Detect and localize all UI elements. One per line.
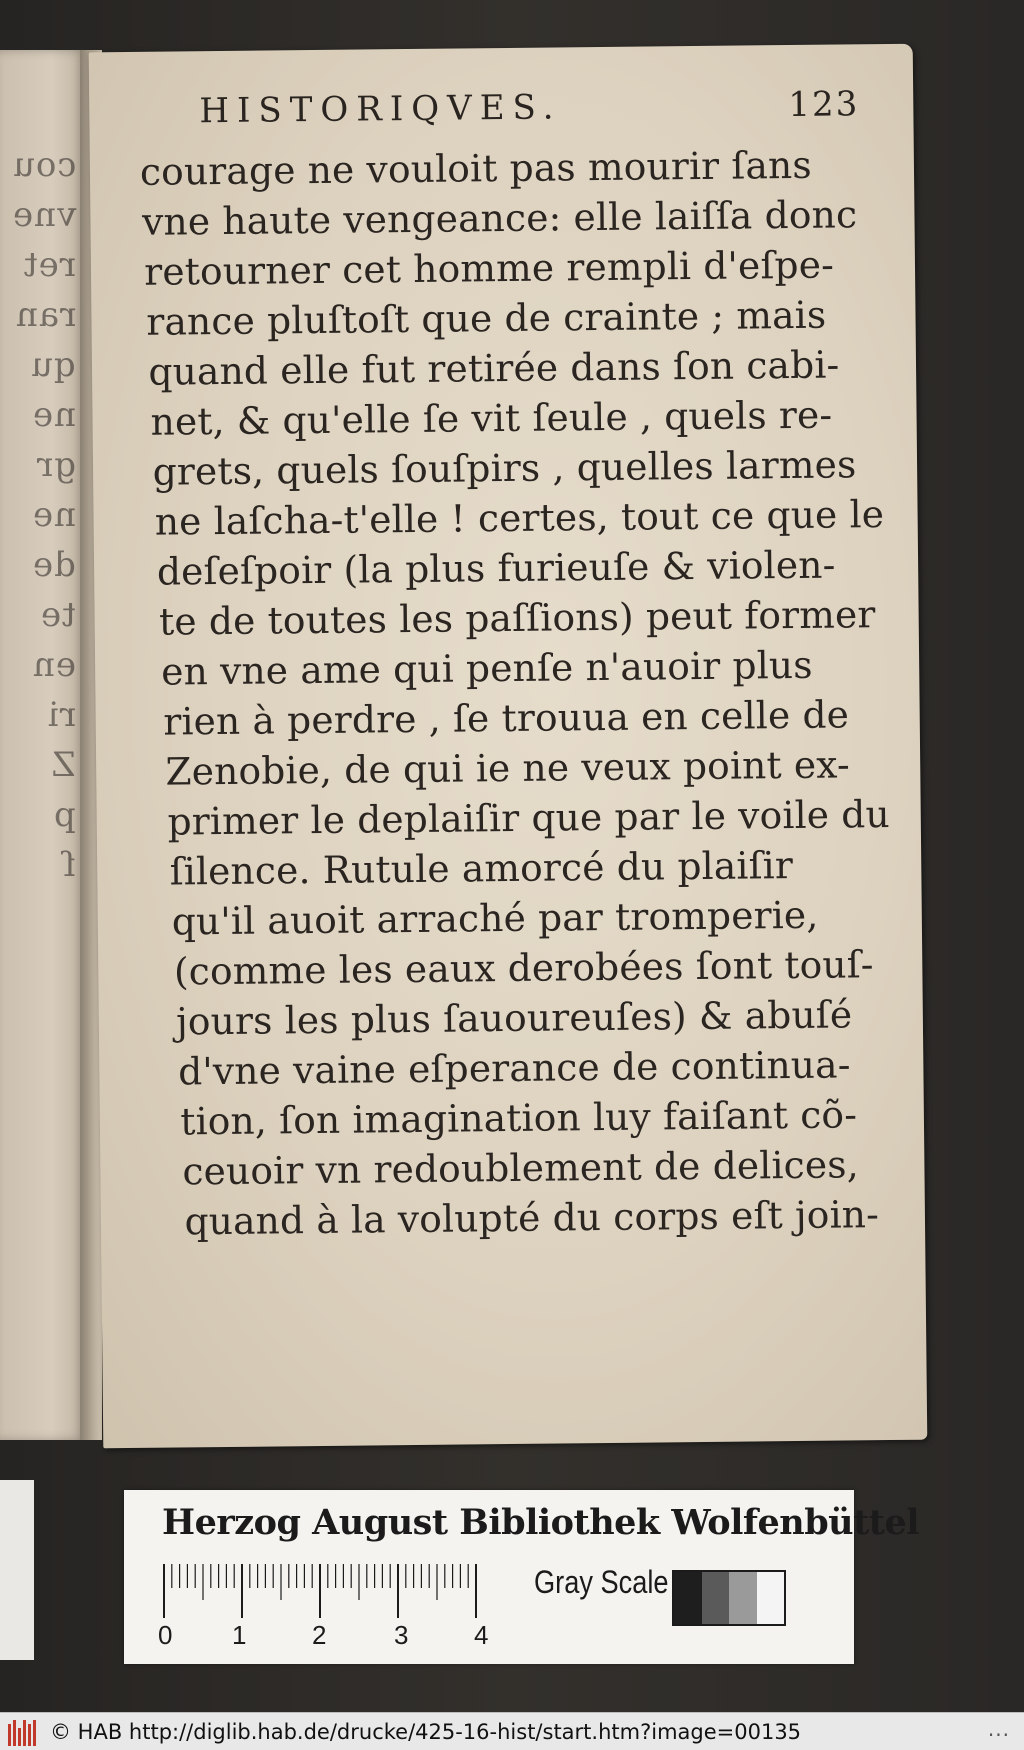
gray-scale-label: Gray Scale bbox=[534, 1564, 669, 1600]
bleed-through-text: ri bbox=[46, 695, 76, 735]
text-line: courage ne vouloit pas mourir ſans bbox=[139, 142, 813, 194]
footer-bar bbox=[0, 1712, 1024, 1750]
previous-page-edge bbox=[0, 50, 86, 1440]
text-line: Zenobie, de qui ie ne veux point ex- bbox=[165, 742, 851, 794]
text-line: rance pluſtoſt que de crainte ; mais bbox=[146, 292, 827, 344]
text-line: te de toutes les paſſions) peut former bbox=[158, 592, 876, 644]
bleed-through-text: p bbox=[53, 795, 76, 835]
scale-label-2: 2 bbox=[312, 1620, 327, 1650]
page-text bbox=[140, 139, 891, 1247]
gray-swatch bbox=[729, 1572, 757, 1624]
bleed-through-text: Z bbox=[51, 745, 76, 785]
bleed-through-text: gr bbox=[35, 445, 76, 485]
text-line: (comme les eaux derobées ſont touſ- bbox=[173, 942, 874, 994]
text-line: qu'il auoit arraché par tromperie, bbox=[171, 892, 819, 944]
text-line: primer le deplaiſir que par le voile du bbox=[167, 792, 891, 844]
text-line: tion, ſon imagination luy faiſant cõ- bbox=[180, 1092, 858, 1144]
bleed-through-text: ſ bbox=[62, 845, 76, 885]
gray-scale-strip bbox=[672, 1570, 786, 1626]
running-head bbox=[199, 84, 859, 141]
bleed-through-text: ret bbox=[22, 245, 76, 285]
side-card-edge bbox=[0, 1480, 34, 1660]
text-line: vne haute vengeance: elle laiſſa donc bbox=[141, 192, 858, 244]
copyright-link[interactable]: © HAB http://diglib.hab.de/drucke/425-16-hist/start.htm?image=00135 bbox=[50, 1719, 802, 1744]
ruler-ticks bbox=[162, 1562, 492, 1622]
gray-swatch bbox=[674, 1572, 702, 1624]
text-line: d'vne vaine eſperance de continua- bbox=[177, 1042, 851, 1094]
more-menu-button[interactable]: ... bbox=[987, 1717, 1010, 1741]
text-line: retourner cet homme rempli d'eſpe- bbox=[143, 242, 835, 294]
text-line: quand à la volupté du corps eſt join- bbox=[184, 1192, 880, 1244]
bleed-through-text: vne bbox=[11, 195, 76, 235]
text-line: grets, quels ſouſpirs , quelles larmes bbox=[152, 442, 857, 494]
bleed-through-text: ne bbox=[31, 395, 76, 435]
gray-swatch bbox=[702, 1572, 730, 1624]
scale-label-1: 1 bbox=[232, 1620, 247, 1650]
text-line: ceuoir vn redoublement de delices, bbox=[182, 1142, 860, 1194]
bleed-through-text: en bbox=[31, 645, 76, 685]
text-line: ſilence. Rutule amorcé du plaiſir bbox=[169, 843, 794, 894]
text-line: ne laſcha-t'elle ! certes, tout ce que le bbox=[154, 492, 885, 544]
text-line: deſeſpoir (la plus furieuſe & violen- bbox=[156, 542, 836, 594]
text-line: en vne ame qui penſe n'auoir plus bbox=[160, 642, 813, 694]
text-line: rien à perdre , ſe trouua en celle de bbox=[163, 692, 850, 744]
bleed-through-text: de bbox=[32, 545, 76, 585]
bleed-through-text: ne bbox=[31, 495, 76, 535]
bleed-through-text: qu bbox=[30, 345, 76, 385]
text-line: quand elle fut retirée dans ſon cabi- bbox=[148, 342, 840, 394]
scale-label-4: 4 bbox=[474, 1620, 489, 1650]
book-page bbox=[89, 44, 928, 1449]
text-line: net, & qu'elle ſe vit ſeule , quels re- bbox=[150, 392, 833, 444]
scale-label-0: 0 bbox=[158, 1620, 173, 1650]
page-number: 123 bbox=[788, 84, 860, 126]
bleed-through-text: ran bbox=[14, 295, 76, 335]
gray-swatch bbox=[757, 1572, 785, 1624]
scale-label-3: 3 bbox=[394, 1620, 409, 1650]
text-line: jours les plus ſauoureuſes) & abuſé bbox=[175, 992, 853, 1044]
bleed-through-text: cou bbox=[11, 145, 76, 185]
running-head-title: HISTORIQVES. bbox=[199, 87, 562, 132]
bleed-through-text: te bbox=[40, 595, 76, 635]
hab-logo-icon bbox=[8, 1718, 42, 1746]
centimeter-ruler bbox=[158, 1562, 492, 1658]
scale-card bbox=[124, 1490, 920, 1664]
institution-name: Herzog August Bibliothek Wolfenbüttel bbox=[162, 1502, 920, 1543]
